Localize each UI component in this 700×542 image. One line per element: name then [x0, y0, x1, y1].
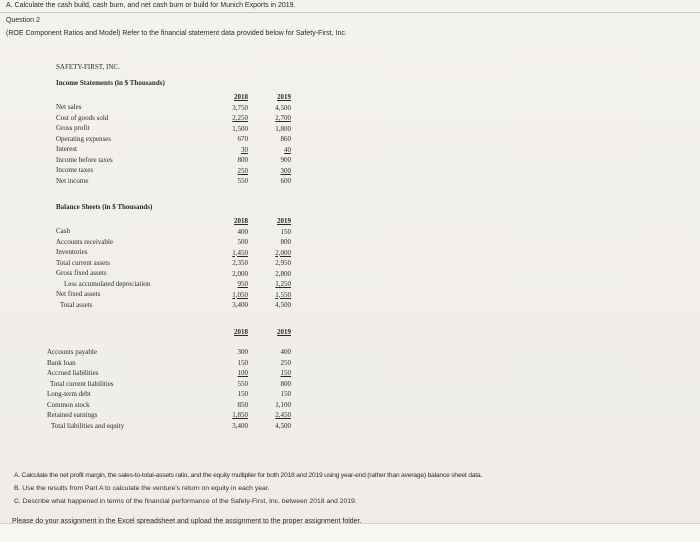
asset-label-inventories: Inventories	[56, 248, 88, 256]
value-cell: 500	[237, 238, 248, 246]
value-cell: 550	[237, 379, 248, 388]
liab-year-2018	[220, 327, 248, 338]
value-cell: 550	[237, 177, 248, 185]
question-c: C. Describe what happened in terms of the financial performance of the Safety-First, Inc. between 2018 and 2019.	[14, 498, 357, 505]
year-header: 2018	[234, 217, 248, 225]
value-cell: 1,800	[275, 124, 291, 133]
header-line-1: A. Calculate the cash build, cash burn, and net cash burn or build for Munich Exports in 2019.	[6, 2, 296, 9]
value-cell: 2,700	[275, 114, 291, 122]
asset-label-receivables: Accounts receivable	[56, 237, 113, 246]
value-cell: 300	[237, 348, 248, 356]
submission-note: Please do your assignment in the Excel spreadsheet and upload the assignment to the proper assignment folder.	[12, 518, 362, 525]
liab-label-accrued: Accrued liabilities	[47, 369, 99, 377]
value-cell: 4,500	[275, 421, 291, 430]
liab-col-2019	[263, 347, 291, 431]
income-label-cogs: Cost of goods sold	[56, 113, 109, 122]
income-col-2018	[220, 92, 248, 187]
value-cell: 1,850	[232, 411, 248, 419]
value-cell: 900	[280, 156, 291, 164]
value-cell: 150	[237, 358, 248, 367]
year-header: 2019	[277, 93, 291, 101]
income-label-gross-profit: Gross profit	[56, 124, 90, 132]
question-prompt: (ROE Component Ratios and Model) Refer to the financial statement data provided below for Safety-First, Inc.	[6, 30, 347, 37]
year-header: 2018	[234, 328, 248, 336]
income-label-net-income: Net income	[56, 176, 89, 185]
value-cell: 800	[280, 238, 291, 246]
value-cell: 2,000	[232, 269, 248, 278]
value-cell: 800	[237, 156, 248, 164]
value-cell: 2,000	[275, 248, 291, 257]
income-label-operating-expenses: Operating expenses	[56, 134, 112, 143]
value-cell: 4,500	[275, 301, 291, 309]
value-cell: 600	[280, 177, 291, 185]
asset-label-gross-fixed: Gross fixed assets	[56, 269, 107, 277]
value-cell: 4,500	[275, 103, 291, 112]
liab-label-total-current: Total current liabilities	[50, 379, 114, 388]
value-cell: 1,250	[275, 280, 291, 288]
balance-sheet-title: Balance Sheets (in $ Thousands)	[56, 203, 153, 211]
asset-col-2019	[263, 216, 291, 311]
income-label-income-before-taxes: Income before taxes	[56, 155, 113, 164]
liab-label-bank-loan: Bank loan	[47, 358, 76, 367]
value-cell: 400	[280, 348, 291, 356]
question-b: B. Use the results from Part A to calculate the venture's return on equity in each year.	[14, 485, 270, 492]
value-cell: 300	[280, 166, 291, 175]
value-cell: 3,400	[232, 301, 248, 309]
liab-label-accounts-payable: Accounts payable	[47, 348, 97, 356]
divider	[0, 12, 700, 13]
value-cell: 1,100	[275, 400, 291, 409]
value-cell: 30	[241, 145, 248, 154]
year-header: 2019	[277, 328, 291, 336]
liab-col-2018	[220, 347, 248, 431]
value-cell: 100	[237, 369, 248, 377]
asset-labels	[56, 226, 150, 310]
value-cell: 670	[237, 135, 248, 143]
liab-label-common-stock: Common stock	[47, 400, 90, 409]
value-cell: 2,450	[275, 411, 291, 419]
value-cell: 2,350	[232, 259, 248, 267]
asset-label-depreciation: Less accumulated depreciation	[64, 279, 151, 288]
liab-year-2019	[263, 327, 291, 338]
value-cell: 40	[284, 145, 291, 154]
liab-label-long-term-debt: Long-term debt	[47, 390, 91, 398]
value-cell: 150	[280, 227, 291, 236]
company-name: SAFETY-FIRST, INC.	[56, 63, 120, 71]
value-cell: 2,800	[275, 269, 291, 278]
value-cell: 850	[237, 400, 248, 409]
year-header: 2018	[234, 93, 248, 101]
value-cell: 250	[237, 166, 248, 175]
liab-label-total: Total liabilities and equity	[51, 421, 125, 430]
value-cell: 800	[280, 379, 291, 388]
income-label-income-taxes: Income taxes	[56, 166, 94, 174]
liab-label-retained-earnings: Retained earnings	[47, 411, 98, 419]
value-cell: 3,750	[232, 103, 248, 112]
income-col-2019	[263, 92, 291, 187]
income-label-interest: Interest	[56, 145, 77, 153]
question-a: A. Calculate the net profit margin, the sales-to-total-assets ratio, and the equity multiplier for both 2018 and 2019 using year-end (rather than average) balance sheet data.	[14, 472, 483, 479]
asset-label-total-assets: Total assets	[60, 300, 93, 309]
value-cell: 250	[280, 358, 291, 367]
value-cell: 1,050	[232, 290, 248, 299]
income-labels	[56, 102, 113, 186]
asset-label-net-fixed: Net fixed assets	[56, 290, 101, 298]
value-cell: 400	[237, 227, 248, 236]
value-cell: 150	[237, 390, 248, 398]
asset-label-cash: Cash	[56, 227, 70, 235]
income-label-net-sales: Net sales	[56, 103, 82, 111]
year-header: 2019	[277, 217, 291, 225]
value-cell: 1,550	[275, 290, 291, 299]
liability-labels	[47, 347, 124, 431]
value-cell: 150	[280, 369, 291, 377]
asset-col-2018	[220, 216, 248, 311]
asset-label-total-current: Total current assets	[56, 258, 110, 267]
question-number: Question 2	[6, 17, 40, 24]
footer-bar	[0, 523, 700, 542]
value-cell: 2,250	[232, 114, 248, 122]
value-cell: 3,400	[232, 421, 248, 430]
value-cell: 2,950	[275, 259, 291, 267]
income-statement-title: Income Statements (in $ Thousands)	[56, 79, 165, 87]
value-cell: 1,500	[232, 124, 248, 133]
value-cell: 860	[280, 135, 291, 143]
value-cell: 1,450	[232, 248, 248, 257]
value-cell: 950	[237, 280, 248, 288]
value-cell: 150	[280, 390, 291, 398]
